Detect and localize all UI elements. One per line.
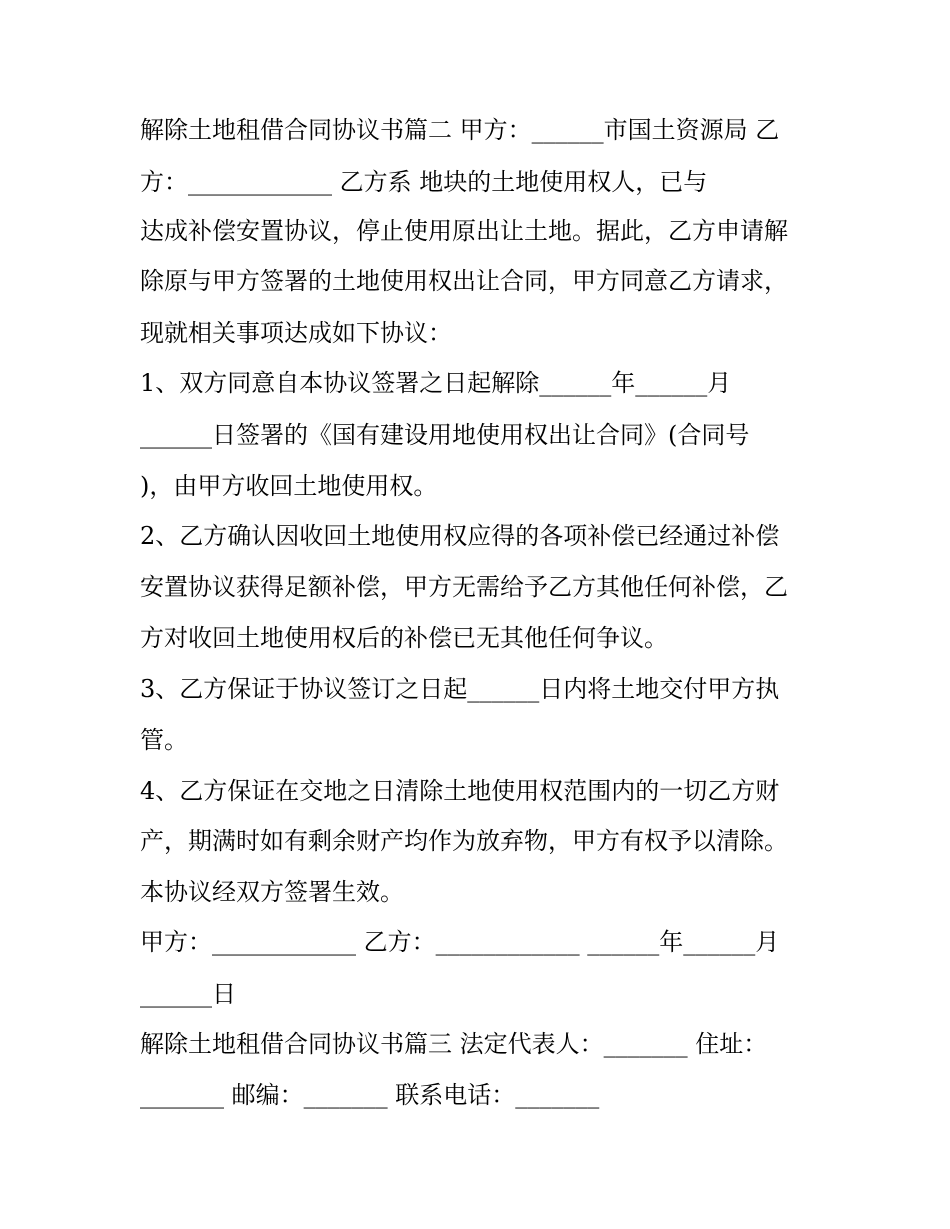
clause-4-line-2: 产，期满时如有剩余财产均作为放弃物，甲方有权予以清除。	[140, 827, 788, 855]
clause-1-line-1: 1、双方同意自本协议签署之日起解除______年______月	[140, 369, 732, 397]
clause-2-line-3: 方对收回土地使用权后的补偿已无其他任何争议。	[140, 624, 668, 652]
clause-2-line-2: 安置协议获得足额补偿，甲方无需给予乙方其他任何补偿，乙	[140, 573, 788, 601]
signature-line-1: 甲方：____________ 乙方：____________ ______年______月	[140, 928, 780, 956]
paragraph-line-1: 解除土地租借合同协议书篇二 甲方：______市国土资源局 乙	[140, 116, 780, 144]
paragraph-line-4: 除原与甲方签署的土地使用权出让合同，甲方同意乙方请求，	[140, 267, 788, 295]
clause-1-line-3: )，由甲方收回土地使用权。	[140, 472, 438, 500]
clause-3-line-1: 3、乙方保证于协议签订之日起______日内将土地交付甲方执	[140, 675, 780, 703]
paragraph-line-2: 方：____________ 乙方系 地块的土地使用权人，已与	[140, 168, 708, 196]
paragraph-line-3: 达成补偿安置协议，停止使用原出让土地。据此，乙方申请解	[140, 217, 788, 245]
clause-1-line-2: ______日签署的《国有建设用地使用权出让合同》(合同号	[140, 421, 750, 449]
clause-3-line-2: 管。	[140, 726, 188, 754]
clause-2-line-1: 2、乙方确认因收回土地使用权应得的各项补偿已经通过补偿	[140, 522, 780, 550]
section-three-line-1: 解除土地租借合同协议书篇三 法定代表人：_______ 住址：	[140, 1030, 768, 1058]
paragraph-line-5: 现就相关事项达成如下协议：	[140, 319, 452, 347]
section-three-line-2: _______ 邮编：_______ 联系电话：_______	[140, 1081, 600, 1109]
signature-line-2: ______日	[140, 980, 236, 1008]
clause-4-line-1: 4、乙方保证在交地之日清除土地使用权范围内的一切乙方财	[140, 777, 780, 805]
effective-clause: 本协议经双方签署生效。	[140, 878, 404, 906]
